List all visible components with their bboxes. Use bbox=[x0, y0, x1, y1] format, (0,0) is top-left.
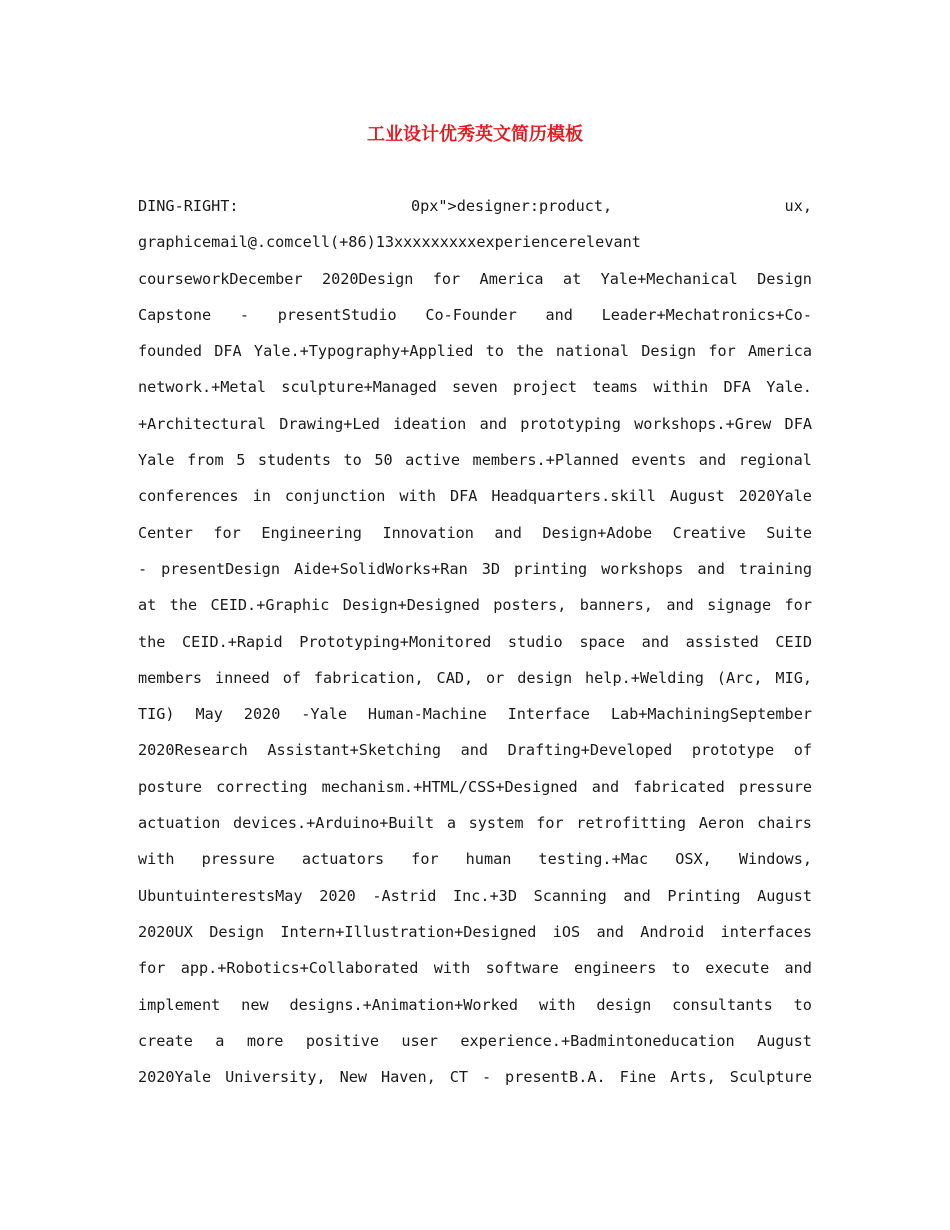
body-text-word: in bbox=[252, 487, 271, 506]
body-text-word: - bbox=[138, 559, 148, 578]
body-text-word: space bbox=[579, 632, 626, 651]
body-text-word: with bbox=[538, 995, 576, 1014]
body-text-word: for bbox=[411, 850, 439, 869]
body-text-word: ideation bbox=[393, 414, 467, 433]
body-text-word: Yale+Mechanical bbox=[600, 269, 738, 288]
body-text-word: to bbox=[793, 995, 812, 1014]
body-text-word: seven bbox=[452, 378, 498, 397]
body-text-word: with bbox=[433, 959, 471, 978]
body-text-word: Sculpture bbox=[729, 1068, 812, 1087]
body-text-word: actuators bbox=[301, 850, 385, 869]
body-text-word: software bbox=[485, 959, 559, 978]
body-text-word: August bbox=[757, 1031, 812, 1050]
body-text-word: America bbox=[479, 269, 544, 288]
body-text-word: pressure bbox=[201, 850, 275, 869]
body-text-word: 5 bbox=[236, 451, 246, 470]
body-text-word: engineers bbox=[574, 959, 657, 978]
body-text-word: - bbox=[481, 1068, 492, 1087]
body-text-word: Innovation bbox=[382, 523, 474, 542]
body-text-line bbox=[138, 1023, 812, 1059]
body-text-word: Design bbox=[209, 922, 265, 941]
body-text-word: 50 bbox=[374, 451, 393, 470]
body-text-word: Fine bbox=[619, 1068, 657, 1087]
body-text-word: May bbox=[195, 705, 223, 724]
body-text-word: implement bbox=[138, 995, 221, 1014]
body-text-word: sculpture+Managed bbox=[281, 378, 437, 397]
body-text-word: system bbox=[468, 814, 524, 833]
body-text-word: conferences bbox=[138, 487, 239, 506]
body-text-line bbox=[138, 878, 812, 914]
body-text-word: printing bbox=[514, 559, 588, 578]
body-text-word: courseworkDecember bbox=[138, 269, 303, 288]
body-text-word: app.+Robotics+Collaborated bbox=[180, 959, 419, 978]
body-text-word: and bbox=[494, 523, 522, 542]
body-text-word: August bbox=[757, 886, 812, 905]
body-text-word: Printing bbox=[667, 886, 741, 905]
body-text-line bbox=[138, 478, 812, 514]
body-text-word: for bbox=[784, 596, 812, 615]
body-text-line bbox=[138, 950, 812, 986]
body-text-word: founded bbox=[138, 342, 203, 361]
body-text-word: Leader+Mechatronics+Co- bbox=[601, 305, 812, 324]
body-text-word: iOS bbox=[552, 922, 581, 941]
body-text-word: Yale bbox=[138, 451, 175, 470]
body-text-line bbox=[138, 914, 812, 950]
body-text-word: Yale. bbox=[766, 378, 812, 397]
body-text-word: to bbox=[485, 342, 504, 361]
body-text-word: Design bbox=[641, 342, 697, 361]
body-text-word: teams bbox=[592, 378, 639, 397]
body-text-word: Scanning bbox=[533, 886, 607, 905]
body-text-word: CT bbox=[449, 1068, 469, 1087]
body-text-line bbox=[138, 406, 812, 442]
body-text-line bbox=[138, 369, 812, 405]
body-text-word: CEID bbox=[775, 632, 812, 651]
body-text-word: Intern+Illustration+Designed bbox=[280, 922, 537, 941]
body-text-word: conjunction bbox=[284, 487, 386, 506]
body-text-word: pressure bbox=[738, 777, 812, 796]
body-text-word: to bbox=[343, 451, 362, 470]
body-text-line bbox=[138, 1059, 812, 1095]
body-text-word: TIG) bbox=[138, 705, 175, 724]
body-text-word: August bbox=[669, 487, 725, 506]
body-text-word: 2020UX bbox=[138, 922, 193, 941]
body-text-word: 3D bbox=[481, 559, 501, 578]
body-text-word: consultants bbox=[672, 995, 773, 1014]
body-text-word: execute bbox=[705, 959, 770, 978]
body-text-word: with bbox=[399, 487, 436, 506]
body-text-word: chairs bbox=[757, 814, 812, 833]
body-text-line bbox=[138, 660, 812, 696]
body-text-word: testing.+Mac bbox=[538, 850, 649, 869]
body-text-word: Lab+MachiningSeptember bbox=[610, 705, 812, 724]
body-text-line bbox=[138, 261, 812, 297]
body-text-word: UbuntuinterestsMay bbox=[138, 886, 303, 905]
body-text-word: Android bbox=[640, 922, 705, 941]
body-text-word: -Astrid bbox=[372, 886, 437, 905]
body-text-word: training bbox=[738, 559, 812, 578]
body-text-word: for bbox=[536, 814, 564, 833]
body-text-word: national bbox=[555, 342, 629, 361]
body-text-word: CAD, bbox=[436, 668, 474, 687]
body-text-word: user bbox=[401, 1031, 438, 1050]
body-text-word: new bbox=[241, 995, 269, 1014]
body-text-word: DFA bbox=[784, 414, 812, 433]
body-text-word: DING-RIGHT: bbox=[138, 197, 239, 215]
body-text-word: Center bbox=[138, 523, 193, 542]
body-text-line bbox=[138, 769, 812, 805]
body-text-word: and bbox=[545, 305, 573, 324]
body-text-word: and bbox=[666, 596, 694, 615]
body-text-word: Co-Founder bbox=[425, 305, 517, 324]
body-text-word: MIG, bbox=[775, 668, 812, 687]
body-text-word: Aeron bbox=[698, 814, 745, 833]
body-text-word: for bbox=[138, 959, 166, 978]
body-text-line bbox=[138, 188, 812, 224]
body-text-word: banners, bbox=[579, 596, 653, 615]
resume-body bbox=[138, 188, 812, 1095]
body-text-word: project bbox=[513, 378, 578, 397]
body-text-line bbox=[138, 442, 812, 478]
body-text-word: DFA bbox=[214, 342, 242, 361]
body-text-word: posters, bbox=[493, 596, 567, 615]
body-text-word: fabrication, bbox=[313, 668, 424, 687]
body-text-word: a bbox=[446, 814, 456, 833]
body-text-word: 2020Yale bbox=[738, 487, 812, 506]
body-text-line bbox=[138, 515, 812, 551]
body-text-word: - bbox=[239, 305, 250, 324]
body-text-word: 2020 bbox=[319, 886, 356, 905]
body-text-word: design bbox=[596, 995, 652, 1014]
body-text-word: Haven, bbox=[380, 1068, 436, 1087]
body-text-word: fabricated bbox=[633, 777, 725, 796]
body-text-word: workshops bbox=[601, 559, 684, 578]
body-text-word: events bbox=[631, 451, 687, 470]
body-text-word: human bbox=[465, 850, 512, 869]
body-text-word: Human-Machine bbox=[367, 705, 487, 724]
body-text-word: design bbox=[517, 668, 573, 687]
body-text-word: of bbox=[282, 668, 301, 687]
body-text-line bbox=[138, 624, 812, 660]
body-text-word: Suite bbox=[766, 523, 812, 542]
body-text-word: presentB.A. bbox=[505, 1068, 606, 1087]
body-text-word: posture bbox=[138, 777, 203, 796]
body-text-word: and bbox=[784, 959, 812, 978]
body-text-word: for bbox=[708, 342, 736, 361]
body-text-word: for bbox=[432, 269, 461, 288]
body-text-line bbox=[138, 732, 812, 768]
body-text-word: Prototyping+Monitored bbox=[299, 632, 492, 651]
body-text-word: studio bbox=[507, 632, 563, 651]
body-text-word: create bbox=[138, 1031, 193, 1050]
body-text-word: and bbox=[479, 414, 507, 433]
body-text-word: OSX, bbox=[675, 850, 712, 869]
body-text-word: 0px">designer:product, bbox=[410, 197, 613, 215]
body-text-word: students bbox=[257, 451, 332, 470]
body-text-word: the bbox=[516, 342, 544, 361]
body-text-word: and bbox=[591, 777, 620, 796]
body-text-word: within bbox=[653, 378, 709, 397]
body-text-word: interfaces bbox=[720, 922, 812, 941]
body-text-line bbox=[138, 333, 812, 369]
body-text-word: with bbox=[138, 850, 175, 869]
body-text-line: graphicemail@.comcell(+86)13xxxxxxxxxexperiencerelevant bbox=[138, 233, 641, 252]
body-text-word: Aide+SolidWorks+Ran bbox=[294, 559, 468, 578]
body-text-word: Drafting+Developed bbox=[507, 741, 673, 760]
body-text-word: and bbox=[460, 741, 489, 760]
body-text-word: Arts, bbox=[670, 1068, 716, 1087]
body-text-word: to bbox=[671, 959, 690, 978]
body-text-word: at bbox=[138, 596, 157, 615]
body-text-word: CEID.+Graphic bbox=[210, 596, 330, 615]
body-text-word: a bbox=[215, 1031, 225, 1050]
body-text-word: -Yale bbox=[301, 705, 347, 724]
body-text-word: Headquarters.skill bbox=[491, 487, 656, 506]
body-text-word: New bbox=[339, 1068, 368, 1087]
body-text-word: presentDesign bbox=[161, 559, 281, 578]
body-text-line bbox=[138, 551, 812, 587]
body-text-word: the bbox=[169, 596, 198, 615]
body-text-word: actuation bbox=[138, 814, 221, 833]
body-text-word: +Architectural bbox=[138, 414, 267, 433]
body-text-word: 2020 bbox=[243, 705, 281, 724]
body-text-word: DFA bbox=[723, 378, 751, 397]
body-text-word: and bbox=[596, 922, 624, 941]
body-text-word: and bbox=[698, 451, 727, 470]
body-text-word: CEID.+Rapid bbox=[182, 632, 283, 651]
body-text-word: Capstone bbox=[138, 305, 212, 324]
body-text-line bbox=[138, 587, 812, 623]
body-text-word: Drawing+Led bbox=[279, 414, 380, 433]
body-text-word: active bbox=[405, 451, 461, 470]
body-text-word: the bbox=[138, 632, 166, 651]
body-text-word: Yale.+Typography+Applied bbox=[253, 342, 474, 361]
body-text-word: members bbox=[138, 668, 203, 687]
body-text-word: correcting bbox=[216, 777, 308, 796]
body-text-word: Interface bbox=[507, 705, 590, 724]
body-text-word: University, bbox=[225, 1068, 326, 1087]
body-text-word: Design bbox=[757, 269, 812, 288]
body-text-word: 2020Design bbox=[321, 269, 414, 288]
body-text-word: assisted bbox=[685, 632, 759, 651]
body-text-word: more bbox=[246, 1031, 284, 1050]
body-text-word: help.+Welding bbox=[585, 668, 704, 687]
body-text-word: and bbox=[641, 632, 670, 651]
body-text-word: retrofitting bbox=[576, 814, 687, 833]
body-text-word: members.+Planned bbox=[472, 451, 619, 470]
body-text-word: 2020Yale bbox=[138, 1068, 212, 1087]
body-text-word: devices.+Arduino+Built bbox=[232, 814, 435, 833]
body-text-word: or bbox=[486, 668, 505, 687]
body-text-word: Creative bbox=[672, 523, 746, 542]
body-text-word: prototyping bbox=[520, 414, 621, 433]
body-text-word: workshops.+Grew bbox=[634, 414, 772, 433]
document-title: 工业设计优秀英文简历模板 bbox=[367, 124, 583, 145]
body-text-word: at bbox=[562, 269, 582, 288]
body-text-word: 2020Research bbox=[138, 741, 248, 760]
body-text-word: mechanism.+HTML/CSS+Designed bbox=[321, 777, 578, 796]
body-text-word: America bbox=[747, 342, 812, 361]
body-text-word: and bbox=[623, 886, 651, 905]
body-text-word: from bbox=[187, 451, 224, 470]
body-text-word: presentStudio bbox=[277, 305, 397, 324]
body-text-word: Engineering bbox=[261, 523, 362, 542]
body-text-word: Inc.+3D bbox=[452, 886, 517, 905]
body-text-word: Design+Designed bbox=[342, 596, 480, 615]
body-text-word: prototype bbox=[691, 741, 775, 760]
body-text-word: ux, bbox=[784, 197, 812, 215]
body-text-word: Windows, bbox=[738, 850, 812, 869]
body-text-line bbox=[138, 987, 812, 1023]
body-text-word: network.+Metal bbox=[138, 378, 267, 397]
body-text-word: for bbox=[213, 523, 241, 542]
body-text-word: DFA bbox=[449, 487, 478, 506]
body-text-word: experience.+Badmintoneducation bbox=[460, 1031, 735, 1050]
body-text-word: Design+Adobe bbox=[542, 523, 653, 542]
body-text-word: Assistant+Sketching bbox=[267, 741, 442, 760]
body-text-word: (Arc, bbox=[716, 668, 763, 687]
body-text-word: and bbox=[697, 559, 725, 578]
body-text-line bbox=[138, 297, 812, 333]
body-text-word: designs.+Animation+Worked bbox=[289, 995, 519, 1014]
body-text-word: positive bbox=[305, 1031, 379, 1050]
body-text-word: of bbox=[793, 741, 812, 760]
body-text-line bbox=[138, 841, 812, 877]
body-text-word: regional bbox=[738, 451, 812, 470]
body-text-line bbox=[138, 805, 812, 841]
body-text-word: inneed bbox=[214, 668, 270, 687]
body-text-word: signage bbox=[707, 596, 772, 615]
body-text-line bbox=[138, 696, 812, 732]
